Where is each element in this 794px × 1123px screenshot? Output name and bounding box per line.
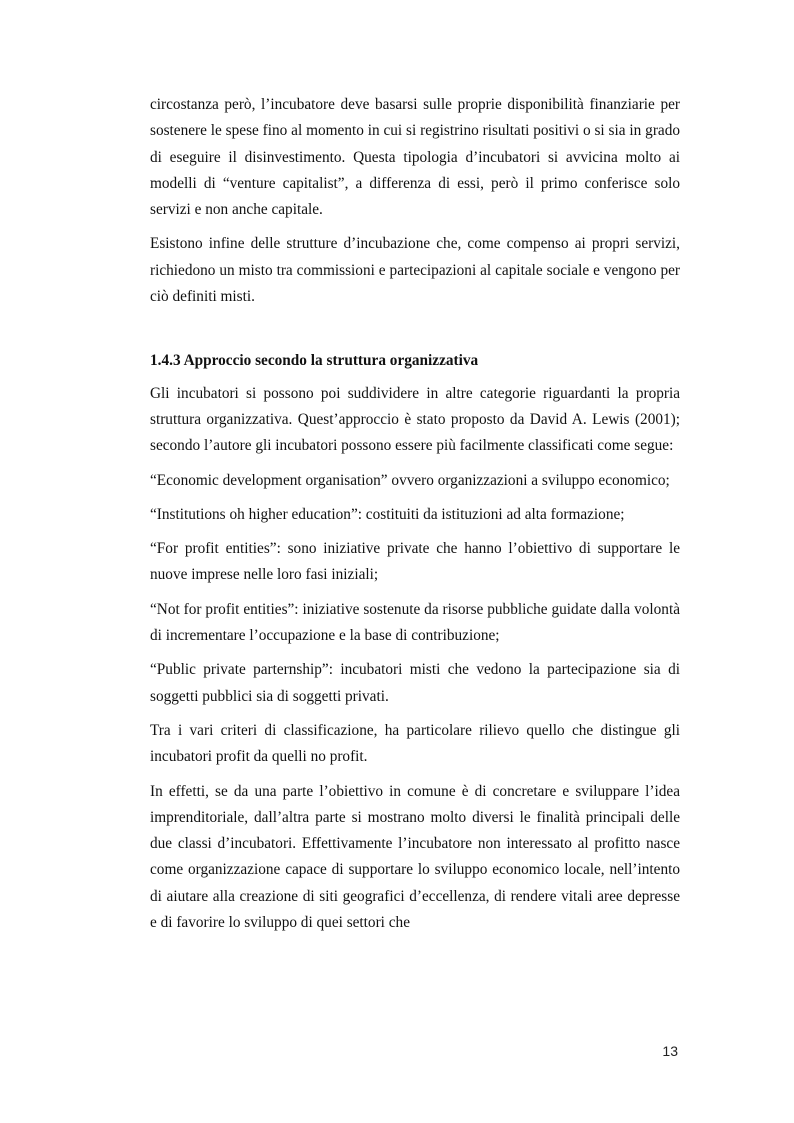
document-page [150, 92, 680, 944]
list-item-economic-development: “Economic development organisation” ovvero organizzazioni a sviluppo economico; [150, 471, 670, 489]
section-heading: 1.4.3 Approccio secondo la struttura organizzativa [150, 352, 479, 370]
list-item-public-private: “Public private parternship”: incubatori misti che vedono la partecipazione sia di soggetti pubblici sia di soggetti privati. [150, 661, 680, 705]
page-number: 13 [662, 1043, 678, 1059]
paragraph-nonprofit-goals: In effetti, se da una parte l’obiettivo in comune è di concretare e sviluppare l’idea imprenditoriale, dall’altra parte si mostrano molto diversi le finalità principali delle due classi d’incubatori. Effettivamente l’incubatore non interessato al profitto nasce come organizzazione capace di supportare lo sviluppo economico locale, nell’intento di aiutare alla creazione di siti geografici d’eccellenza, di rendere vitali aree depresse e di favorire lo sviluppo di quei settori che [150, 782, 680, 932]
list-item-not-for-profit: “Not for profit entities”: iniziative sostenute da risorse pubbliche guidate dalla volontà di incrementare l’occupazione e la base di contribuzione; [150, 600, 680, 645]
paragraph-financial-resources: circostanza però, l’incubatore deve basarsi sulle proprie disponibilità finanziarie per sostenere le spese fino al momento in cui si registrino risultati positivi o si sia in grado di eseguire il disinvestimento. Questa tipologia d’incubatori si avvicina molto ai modelli di “venture capitalist”, a differenza di essi, però il primo conferisce solo servizi e non anche capitale. [150, 96, 680, 219]
list-item-for-profit: “For profit entities”: sono iniziative private che hanno l’obiettivo di supportare le nuove imprese nelle loro fasi iniziali; [150, 540, 680, 584]
paragraph-intro-lewis: Gli incubatori si possono poi suddividere in altre categorie riguardanti la propria struttura organizzativa. Quest’approccio è stato proposto da David A. Lewis (2001); secondo l’autore gli incubatori possono essere più facilmente classificati come segue: [150, 384, 680, 455]
paragraph-mixed-structures: Esistono infine delle strutture d’incubazione che, come compenso ai propri servizi, richiedono un misto tra commissioni e partecipazioni al capitale sociale e vengono per ciò definiti misti. [150, 235, 680, 306]
paragraph-classification-criteria: Tra i vari criteri di classificazione, ha particolare rilievo quello che distingue gli incubatori profit da quelli no profit. [150, 721, 680, 766]
list-item-higher-education: “Institutions oh higher education”: costituiti da istituzioni ad alta formazione; [150, 505, 625, 523]
section-spacer [150, 318, 680, 348]
